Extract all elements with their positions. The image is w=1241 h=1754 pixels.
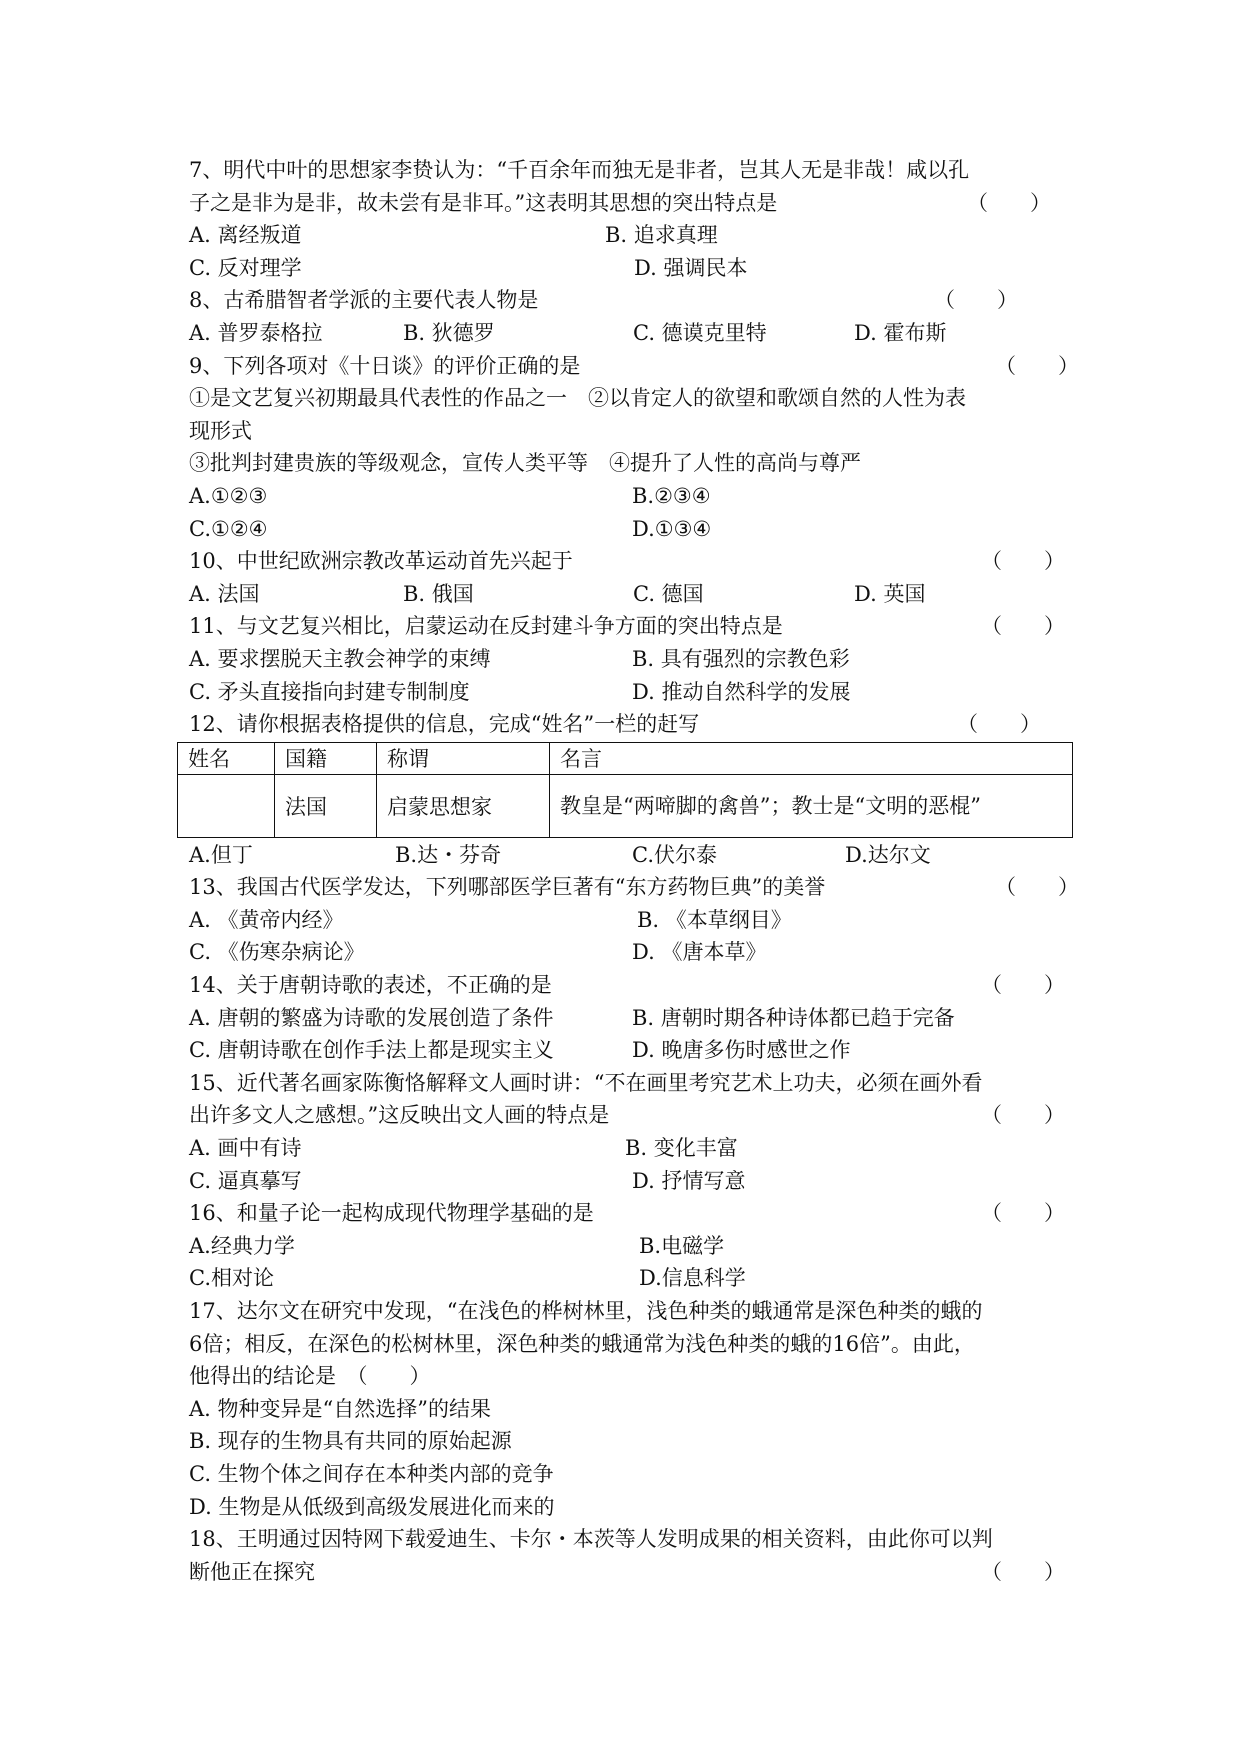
answer-paren: （ ） <box>934 288 1018 313</box>
option-c: C. 反对理学 <box>189 255 302 280</box>
answer-paren: （ ） <box>967 190 1051 215</box>
q12-info-table <box>177 742 1073 838</box>
option-d: D. 《唐本草》 <box>632 940 767 965</box>
q7-stem-line1: 7、明代中叶的思想家李贽认为：“千百余年而独无是非者，岂其人无是非哉！咸以孔 <box>189 158 970 182</box>
option-d: D. 英国 <box>854 581 926 606</box>
header-saying: 名言 <box>550 742 1073 774</box>
q14-stem: 14、关于唐朝诗歌的表述，不正确的是 （ ） <box>189 969 1073 1002</box>
q16-options-ab <box>189 1230 1073 1263</box>
option-a: A.经典力学 <box>189 1233 295 1258</box>
option-a: A. 普罗泰格拉 <box>189 320 323 345</box>
q14-options-ab <box>189 1002 1073 1035</box>
option-b: B. 俄国 <box>403 581 474 606</box>
q12-options <box>189 839 1073 872</box>
q7-stem-line2: 子之是非为是非，故未尝有是非耳。”这表明其思想的突出特点是 （ ） <box>189 187 1073 220</box>
option-c: C. 唐朝诗歌在创作手法上都是现实主义 <box>189 1038 554 1063</box>
option-a: A.但丁 <box>189 842 253 867</box>
q8-stem: 8、古希腊智者学派的主要代表人物是 （ ） <box>189 284 1073 317</box>
option-a: A.①②③ <box>189 483 268 508</box>
q15-stem-line1: 15、近代著名画家陈衡恪解释文人画时讲：“不在画里考究艺术上功夫，必须在画外看 <box>189 1070 983 1095</box>
option-d: D.达尔文 <box>845 842 931 867</box>
q9-statements-1: ①是文艺复兴初期最具代表性的作品之一 ②以肯定人的欲望和歌颂自然的人性为表 <box>189 386 966 411</box>
option-c: C. 德国 <box>633 581 704 606</box>
option-b: B. 狄德罗 <box>403 320 495 345</box>
answer-paren: （ ） <box>981 549 1065 574</box>
q18-stem-line1: 18、王明通过因特网下载爱迪生、卡尔・本茨等人发明成果的相关资料，由此你可以判 <box>189 1527 993 1552</box>
option-b: B. 《本草纲目》 <box>637 907 792 932</box>
option-a: A. 《黄帝内经》 <box>189 907 344 932</box>
answer-paren: （ ） <box>981 1559 1065 1584</box>
cell-saying: 教皇是“两啼脚的禽兽”；教士是“文明的恶棍” <box>550 774 1073 837</box>
q7-options-ab <box>189 219 1073 252</box>
option-a: A. 离经叛道 <box>189 223 302 248</box>
option-b: B.达・芬奇 <box>395 842 502 867</box>
header-name: 姓名 <box>178 742 275 774</box>
cell-nationality: 法国 <box>275 774 377 837</box>
option-c: C.相对论 <box>189 1266 274 1291</box>
option-b: B. 追求真理 <box>605 223 718 248</box>
q11-stem: 11、与文艺复兴相比，启蒙运动在反封建斗争方面的突出特点是 （ ） <box>189 610 1073 643</box>
q17-option-d: D. 生物是从低级到高级发展进化而来的 <box>189 1494 555 1519</box>
q9-statements-1b: 现形式 <box>189 418 252 443</box>
option-c: C. 矛头直接指向封建专制制度 <box>189 679 470 704</box>
q9-stem: 9、下列各项对《十日谈》的评价正确的是 （ ） <box>189 350 1073 383</box>
q11-options-cd <box>189 676 1073 709</box>
option-b: B. 唐朝时期各种诗体都已趋于完备 <box>632 1005 955 1030</box>
q10-options <box>189 578 1073 611</box>
option-d: D. 抒情写意 <box>632 1168 746 1193</box>
header-nationality: 国籍 <box>275 742 377 774</box>
option-d: D. 推动自然科学的发展 <box>632 679 851 704</box>
q15-options-cd <box>189 1165 1073 1198</box>
option-c: C.伏尔泰 <box>632 842 717 867</box>
option-b: B. 具有强烈的宗教色彩 <box>632 646 850 671</box>
option-b: B. 变化丰富 <box>625 1136 738 1161</box>
q7-options-cd <box>189 252 1073 285</box>
q17-stem-line3: 他得出的结论是 （ ） <box>189 1364 431 1389</box>
option-b: B.②③④ <box>632 483 711 508</box>
q16-options-cd <box>189 1262 1073 1295</box>
option-a: A. 法国 <box>189 581 260 606</box>
option-b: B.电磁学 <box>639 1233 725 1258</box>
answer-paren: （ ） <box>981 614 1065 639</box>
option-c: C.①②④ <box>189 516 268 541</box>
option-d: D.①③④ <box>632 516 712 541</box>
q17-stem-line1: 17、达尔文在研究中发现，“在浅色的桦树林里，浅色种类的蛾通常是深色种类的蛾的 <box>189 1299 983 1323</box>
q17-option-a: A. 物种变异是“自然选择”的结果 <box>189 1396 491 1421</box>
q11-options-ab <box>189 643 1073 676</box>
q17-option-c: C. 生物个体之间存在本种类内部的竞争 <box>189 1461 554 1486</box>
option-d: D.信息科学 <box>639 1266 746 1291</box>
q14-options-cd <box>189 1034 1073 1067</box>
table-header-row <box>178 742 1073 774</box>
option-d: D. 霍布斯 <box>854 320 947 345</box>
option-c: C. 逼真摹写 <box>189 1168 302 1193</box>
option-d: D. 晚唐多伤时感世之作 <box>632 1038 851 1063</box>
table-row <box>178 774 1073 837</box>
q15-options-ab <box>189 1132 1073 1165</box>
q17-stem-line2: 6倍；相反，在深色的松树林里，深色种类的蛾通常为浅色种类的蛾的16倍”。由此， <box>189 1331 975 1356</box>
q9-options-ab <box>189 480 1073 513</box>
q9-options-cd <box>189 513 1073 546</box>
option-c: C. 德谟克里特 <box>633 320 767 345</box>
q8-options <box>189 317 1073 350</box>
option-c: C. 《伤寒杂病论》 <box>189 940 365 965</box>
cell-name <box>178 774 275 837</box>
option-d: D. 强调民本 <box>634 255 748 280</box>
q13-options-ab <box>189 904 1073 937</box>
q13-stem: 13、我国古代医学发达，下列哪部医学巨著有“东方药物巨典”的美誉 （ ） <box>189 871 1073 904</box>
answer-paren: （ ） <box>995 875 1079 900</box>
q10-stem: 10、中世纪欧洲宗教改革运动首先兴起于 （ ） <box>189 545 1073 578</box>
q18-stem-line2: 断他正在探究 （ ） <box>189 1556 1073 1589</box>
answer-paren: （ ） <box>995 353 1079 378</box>
answer-paren: （ ） <box>981 973 1065 998</box>
answer-paren: （ ） <box>981 1201 1065 1226</box>
question-list <box>188 154 1079 1588</box>
q15-stem-line2: 出许多文人之感想。”这反映出文人画的特点是 （ ） <box>189 1099 1073 1132</box>
q12-stem: 12、请你根据表格提供的信息，完成“姓名”一栏的赶写 （ ） <box>189 708 1073 741</box>
cell-title: 启蒙思想家 <box>377 774 550 837</box>
option-a: A. 唐朝的繁盛为诗歌的发展创造了条件 <box>189 1005 554 1030</box>
q13-options-cd <box>189 936 1073 969</box>
option-a: A. 画中有诗 <box>189 1136 302 1161</box>
q9-statements-2: ③批判封建贵族的等级观念，宣传人类平等 ④提升了人性的高尚与尊严 <box>189 451 861 476</box>
q16-stem: 16、和量子论一起构成现代物理学基础的是 （ ） <box>189 1197 1073 1230</box>
q17-option-b: B. 现存的生物具有共同的原始起源 <box>189 1429 512 1454</box>
header-title: 称谓 <box>377 742 550 774</box>
answer-paren: （ ） <box>957 712 1041 737</box>
answer-paren: （ ） <box>981 1103 1065 1128</box>
option-a: A. 要求摆脱天主教会神学的束缚 <box>189 646 491 671</box>
